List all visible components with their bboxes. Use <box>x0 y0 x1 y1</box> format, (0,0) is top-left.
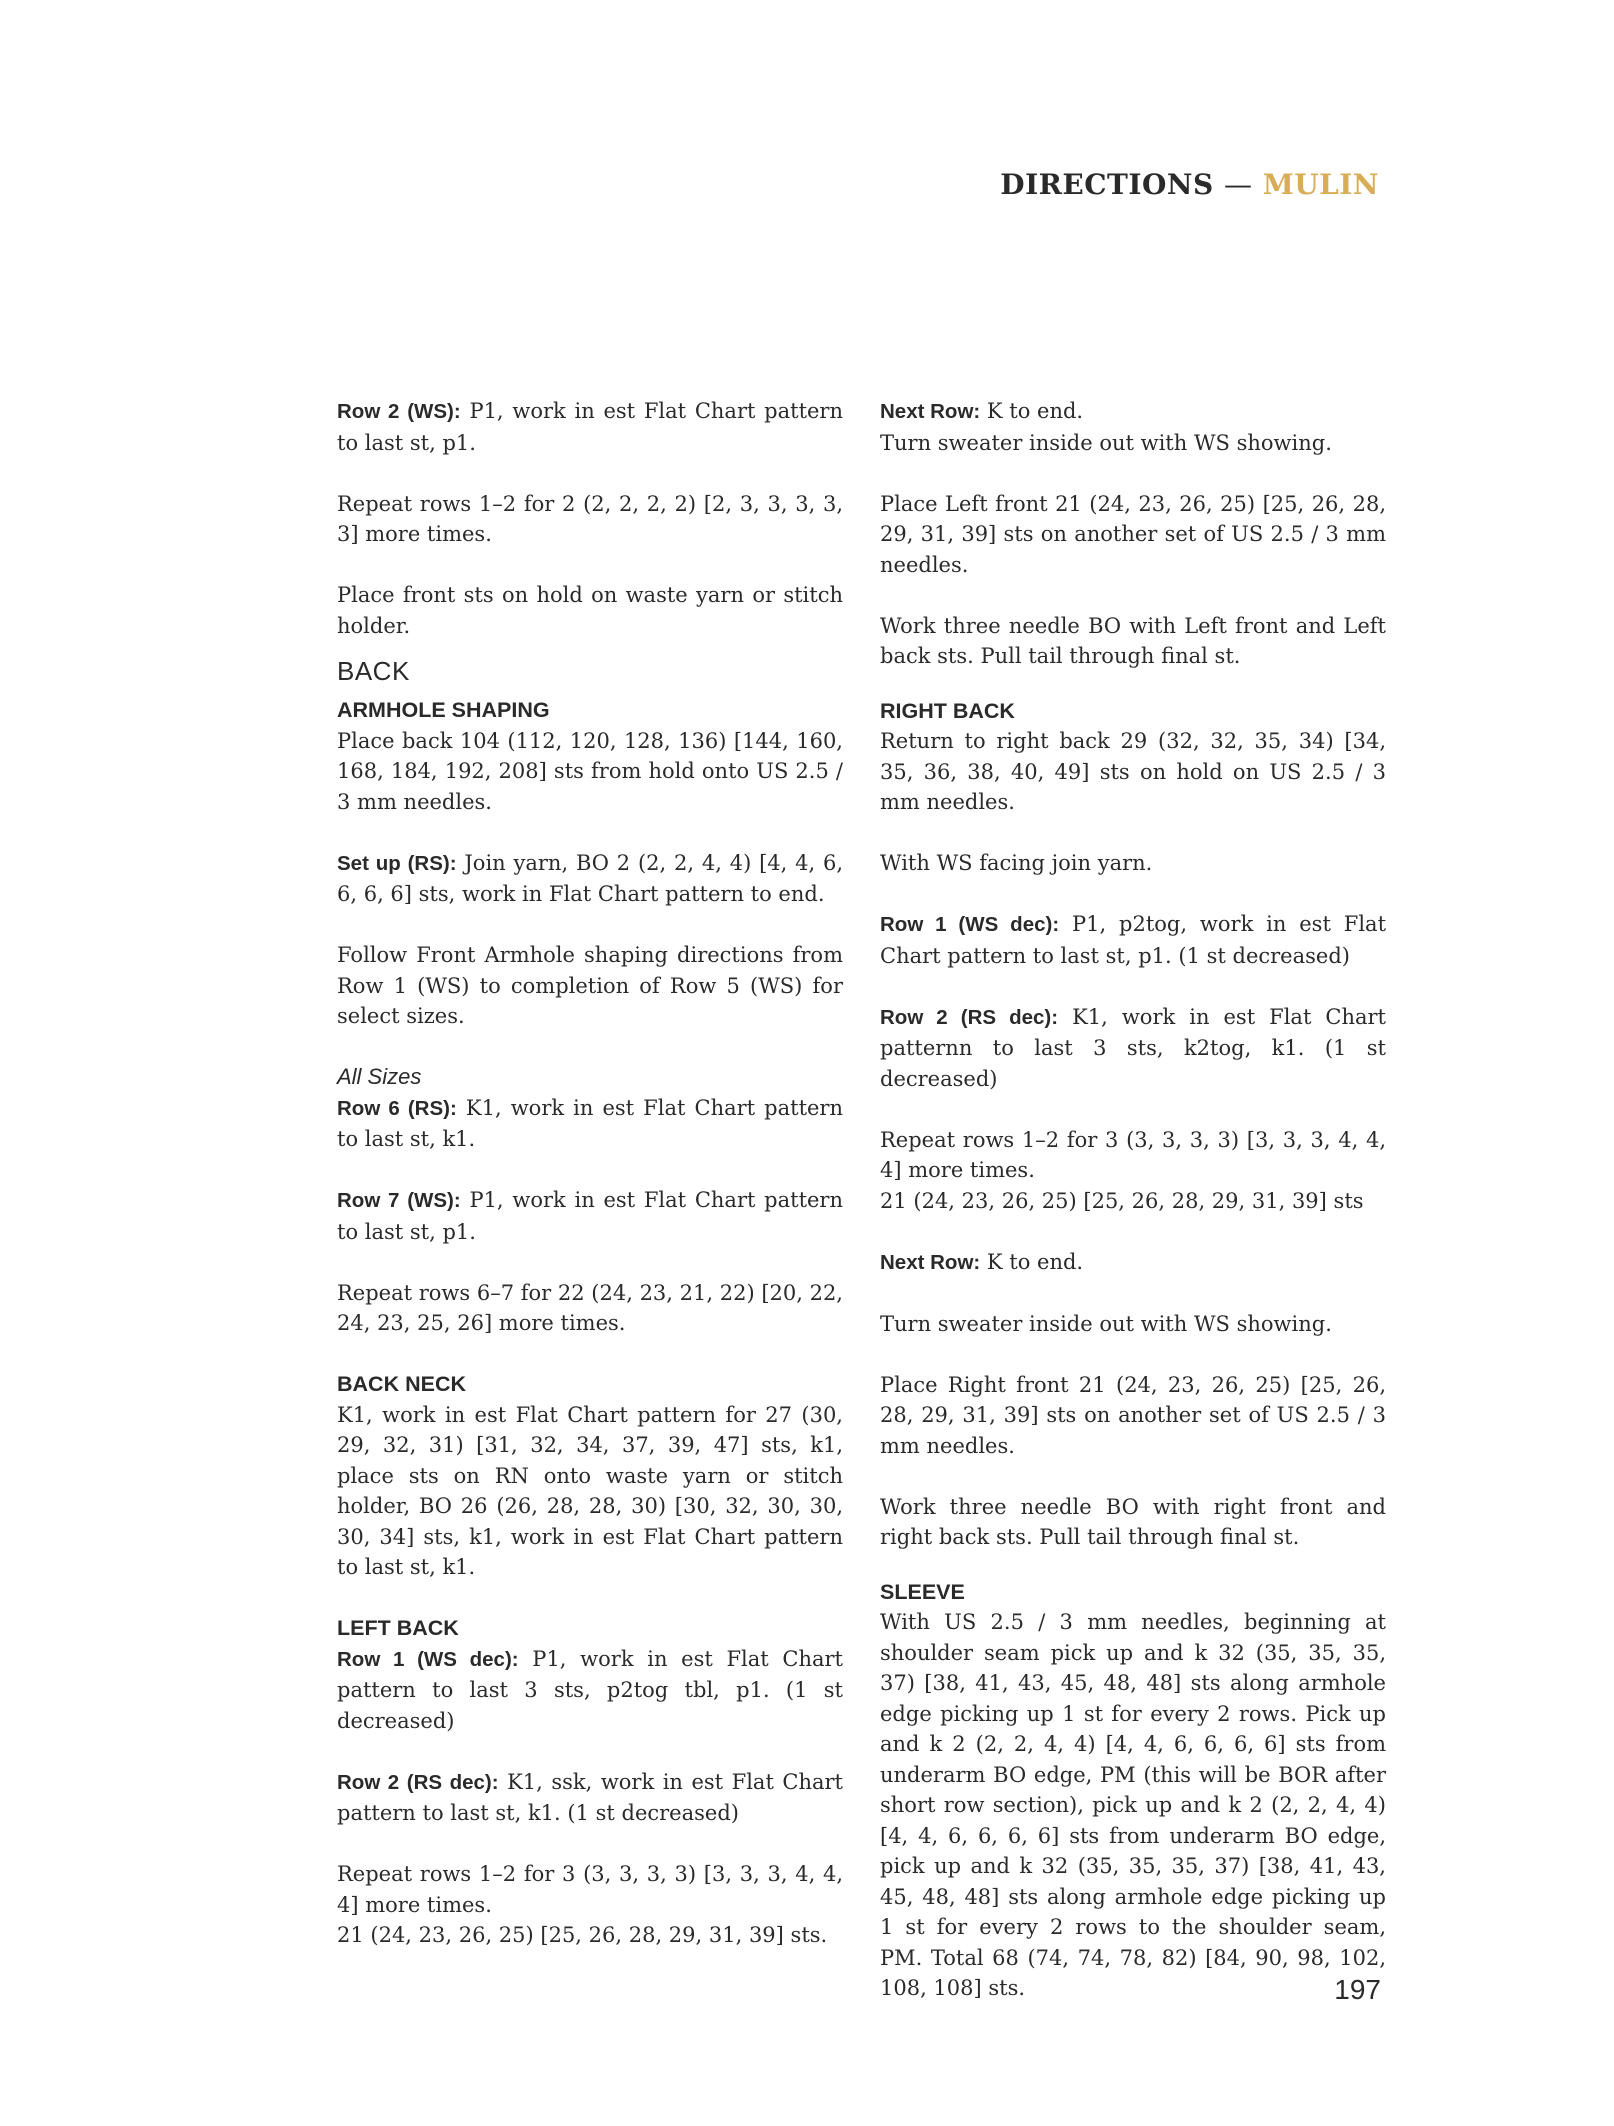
right-back-stitch-count: 21 (24, 23, 26, 25) [25, 26, 28, 29, 31, 39] sts <box>880 1188 1364 1213</box>
left-back-heading: LEFT BACK <box>337 1616 459 1640</box>
right-back-heading: RIGHT BACK <box>880 698 1015 723</box>
header-section: DIRECTIONS <box>1000 168 1214 201</box>
right-back-row-1-instruction <box>880 909 1386 971</box>
header-separator: — <box>1223 168 1253 201</box>
instruction-text: P1, work in est Flat Chart pattern to last st, p1. <box>337 399 843 455</box>
instruction-label: Row 2 (RS dec): <box>880 1005 1059 1029</box>
repeat-instruction: Repeat rows 1–2 for 2 (2, 2, 2, 2) [2, 3, 3, 3, 3, 3] more times. <box>337 491 843 546</box>
left-back-repeat-instruction: Repeat rows 1–2 for 3 (3, 3, 3, 3) [3, 3, 3, 4, 4, 4] more times. <box>337 1862 843 1917</box>
back-neck-instruction: K1, work in est Flat Chart pattern for 27 (30, 29, 32, 31) [31, 32, 34, 37, 39, 47] sts, k1, place sts on RN onto waste yarn or stitch holder, BO 26 (26, 28, 28, 30) [30, 32, 30, 30, 30, 34] sts, k1, work in est Flat Chart pattern to last st, k1. <box>337 1402 843 1579</box>
follow-front-instruction: Follow Front Armhole shaping directions from Row 1 (WS) to completion of Row 5 (WS) for select sizes. <box>337 943 843 1028</box>
all-sizes-heading: All Sizes <box>337 1064 422 1089</box>
sleeve-instruction: With US 2.5 / 3 mm needles, beginning at shoulder seam pick up and k 32 (35, 35, 35, 37) [38, 41, 43, 45, 48, 48] sts along armhole edge picking up 1 st for every 2 rows. Pick up and k 2 (2, 2, 4, 4) [4, 4, 6, 6, 6, 6] sts from underarm BO edge, PM (this will be BOR after short row section), pick up and k 2 (2, 2, 4, 4) [4, 4, 6, 6, 6, 6] sts from underarm BO edge, pick up and k 32 (35, 35, 35, 37) [38, 41, 43, 45, 48, 48] sts along armhole edge picking up 1 st for every 2 rows to the shoulder seam, PM. Total 68 (74, 74, 78, 82) [84, 90, 98, 102, 108, 108] sts. <box>880 1610 1386 2000</box>
place-left-front-instruction: Place Left front 21 (24, 23, 26, 25) [25, 26, 28, 29, 31, 39] sts on another set of US 2.5 / 3 mm needles. <box>880 491 1386 577</box>
row-2-ws-instruction <box>337 396 843 458</box>
join-yarn-instruction: With WS facing join yarn. <box>880 851 1153 875</box>
sleeve-heading: SLEEVE <box>880 1579 965 1604</box>
return-right-back-instruction: Return to right back 29 (32, 32, 35, 34) [34, 35, 36, 38, 40, 49] sts on hold on US 2.5 / 3 mm needles. <box>880 729 1386 814</box>
place-front-instruction: Place front sts on hold on waste yarn or stitch holder. <box>337 583 843 638</box>
instruction-text: K1, work in est Flat Chart pattern to last st, k1. <box>337 1095 843 1151</box>
instruction-label: Row 2 (RS dec): <box>337 1770 499 1794</box>
setup-rs-instruction <box>337 848 843 910</box>
instruction-text: P1, p2tog, work in est Flat Chart pattern to last st, p1. (1 st decreased) <box>880 912 1387 968</box>
next-row-instruction-2 <box>880 1247 1386 1279</box>
next-row-instruction <box>880 396 1386 428</box>
right-column <box>880 396 1386 2004</box>
armhole-shaping-heading: ARMHOLE SHAPING <box>337 698 550 722</box>
place-back-instruction: Place back 104 (112, 120, 128, 136) [144, 160, 168, 184, 192, 208] sts from hold onto US 2.5 / 3 mm needles. <box>337 728 843 814</box>
left-back-stitch-count: 21 (24, 23, 26, 25) [25, 26, 28, 29, 31, 39] sts. <box>337 1923 828 1947</box>
instruction-label: Row 1 (WS dec): <box>880 913 1060 936</box>
instruction-label: Next Row: <box>880 400 981 423</box>
instruction-text: P1, work in est Flat Chart pattern to last 3 sts, p2tog tbl, p1. (1 st decreased) <box>337 1646 843 1733</box>
instruction-text: K1, ssk, work in est Flat Chart pattern to last st, k1. (1 st decreased) <box>337 1769 843 1825</box>
header-pattern-name: MULIN <box>1262 168 1379 201</box>
row-7-ws-instruction <box>337 1185 843 1247</box>
turn-sweater-instruction-2: Turn sweater inside out with WS showing. <box>880 1311 1332 1336</box>
left-back-row-1-instruction <box>337 1644 843 1737</box>
turn-sweater-instruction: Turn sweater inside out with WS showing. <box>880 430 1332 455</box>
row-6-rs-instruction <box>337 1093 843 1155</box>
instruction-label: Row 2 (WS): <box>337 400 461 423</box>
instruction-label: Next Row: <box>880 1250 981 1274</box>
left-back-row-2-instruction <box>337 1767 843 1829</box>
back-neck-heading: BACK NECK <box>337 1372 466 1396</box>
back-section-title: BACK <box>337 656 410 686</box>
right-back-row-2-instruction <box>880 1002 1386 1095</box>
three-needle-bo-right-instruction: Work three needle BO with right front and right back sts. Pull tail through final st. <box>880 1494 1386 1549</box>
instruction-label: Row 1 (WS dec): <box>337 1647 519 1671</box>
instruction-text: K1, work in est Flat Chart patternn to last 3 sts, k2tog, k1. (1 st decreased) <box>880 1004 1386 1091</box>
running-header <box>1000 168 1379 201</box>
instruction-text: K to end. <box>980 399 1084 423</box>
instruction-label: Row 7 (WS): <box>337 1189 461 1212</box>
place-right-front-instruction: Place Right front 21 (24, 23, 26, 25) [25, 26, 28, 29, 31, 39] sts on another set of US 2.5 / 3 mm needles. <box>880 1372 1386 1458</box>
three-needle-bo-left-instruction: Work three needle BO with Left front and Left back sts. Pull tail through final st. <box>880 613 1386 668</box>
instruction-text: K to end. <box>980 1249 1084 1274</box>
page-number: 197 <box>1334 1974 1381 2005</box>
left-column <box>337 396 843 1951</box>
instruction-label: Row 6 (RS): <box>337 1096 457 1120</box>
right-back-repeat-instruction: Repeat rows 1–2 for 3 (3, 3, 3, 3) [3, 3, 3, 4, 4, 4] more times. <box>880 1127 1386 1182</box>
instruction-text: Join yarn, BO 2 (2, 2, 4, 4) [4, 4, 6, 6, 6, 6] sts, work in Flat Chart pattern to end. <box>337 850 843 906</box>
repeat-6-7-instruction: Repeat rows 6–7 for 22 (24, 23, 21, 22) [20, 22, 24, 23, 25, 26] more times. <box>337 1280 843 1335</box>
instruction-text: P1, work in est Flat Chart pattern to last st, p1. <box>337 1188 843 1244</box>
instruction-label: Set up (RS): <box>337 851 457 875</box>
